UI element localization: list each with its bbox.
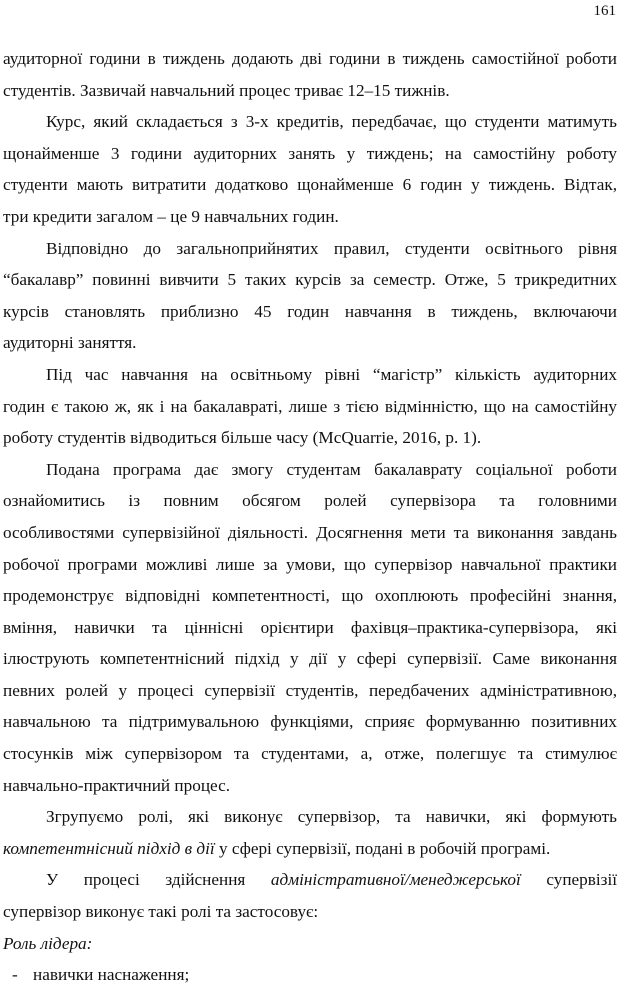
text-line: роботу студентів відводиться більше часу (McQuarrie, 2016, p. 1). xyxy=(3,428,482,448)
text-line: стосунків між супервізором та студентами, а, отже, полегшує та стимулює xyxy=(3,744,617,764)
text-line: Подана програма дає змогу студентам бакалаврату соціальної роботи xyxy=(46,459,617,479)
text-line: ознайомитись із повним обсягом ролей супервізора та головними xyxy=(3,491,617,511)
text-fragment: у сфері супервізії, подані в робочій програмі. xyxy=(214,838,551,858)
paragraph-2 xyxy=(3,106,617,232)
paragraph-7 xyxy=(3,864,617,927)
text-line: навчально-практичний процес. xyxy=(3,775,230,795)
paragraph-6 xyxy=(3,801,617,864)
paragraph-4 xyxy=(3,359,617,454)
text-line: вміння, навички та ціннісні орієнтири фахівця–практика-супервізора, які xyxy=(3,617,617,637)
text-line: студенти мають витратити додатково щонайменше 6 годин у тиждень. Відтак, xyxy=(3,175,617,195)
text-line: “бакалавр” повинні вивчити 5 таких курсів за семестр. Отже, 5 трикредитних xyxy=(3,270,617,290)
paragraph-3 xyxy=(3,233,617,359)
paragraph-5 xyxy=(3,454,617,802)
text-line: робочої програми можливі лише за умови, що супервізор навчальної практики xyxy=(3,554,617,574)
italic-term: компетентнісний підхід в дії xyxy=(3,838,215,858)
text-line: студентів. Зазвичай навчальний процес триває 12–15 тижнів. xyxy=(3,80,450,100)
text-line: ілюструють компетентнісний підхід у дії у сфері супервізії. Саме виконання xyxy=(3,649,617,669)
text-line: аудиторної години в тиждень додають дві години в тиждень самостійної роботи xyxy=(3,49,617,68)
text-line: аудиторні заняття. xyxy=(3,333,137,353)
text-fragment: супервізії xyxy=(520,870,617,890)
text-line: Під час навчання на освітньому рівні “магістр” кількість аудиторних xyxy=(46,364,617,384)
italic-term: адміністративної/менеджерської xyxy=(270,870,521,890)
role-heading: Роль лідера: xyxy=(3,933,93,953)
text-line: особливостями супервізійної діяльності. Досягнення мети та виконання завдань xyxy=(3,522,617,542)
text-line: три кредити загалом – це 9 навчальних годин. xyxy=(3,206,339,226)
paragraph-1 xyxy=(3,43,617,106)
document-body xyxy=(3,43,617,991)
text-line: годин є такою ж, як і на бакалавраті, лише з тією відмінністю, що на самостійну xyxy=(3,396,617,416)
list-item-text: навички наснаження; xyxy=(33,965,190,985)
page-number: 161 xyxy=(593,3,616,19)
list-item xyxy=(3,959,617,991)
text-line: певних ролей у процесі супервізії студентів, передбачених адміністративною, xyxy=(3,680,617,700)
text-line xyxy=(3,833,617,865)
text-line xyxy=(3,864,617,896)
text-fragment: У процесі здійснення xyxy=(46,870,271,890)
text-line: Відповідно до загальноприйнятих правил, студенти освітнього рівня xyxy=(46,238,617,258)
text-line: навчальною та підтримувальною функціями, сприяє формуванню позитивних xyxy=(3,712,617,732)
text-line: продемонструє відповідні компетентності, що охоплюють професійні знання, xyxy=(3,586,617,606)
text-line: Згрупуємо ролі, які виконує супервізор, та навички, які формують xyxy=(46,807,617,827)
text-line: щонайменше 3 години аудиторних занять у тиждень; на самостійну роботу xyxy=(3,143,617,163)
text-line: курсів становлять приблизно 45 годин навчання в тиждень, включаючи xyxy=(3,301,617,321)
text-line: супервізор виконує такі ролі та застосовує: xyxy=(3,902,319,922)
list-marker: - xyxy=(12,965,18,985)
text-line: Курс, який складається з 3-х кредитів, передбачає, що студенти матимуть xyxy=(46,112,617,132)
